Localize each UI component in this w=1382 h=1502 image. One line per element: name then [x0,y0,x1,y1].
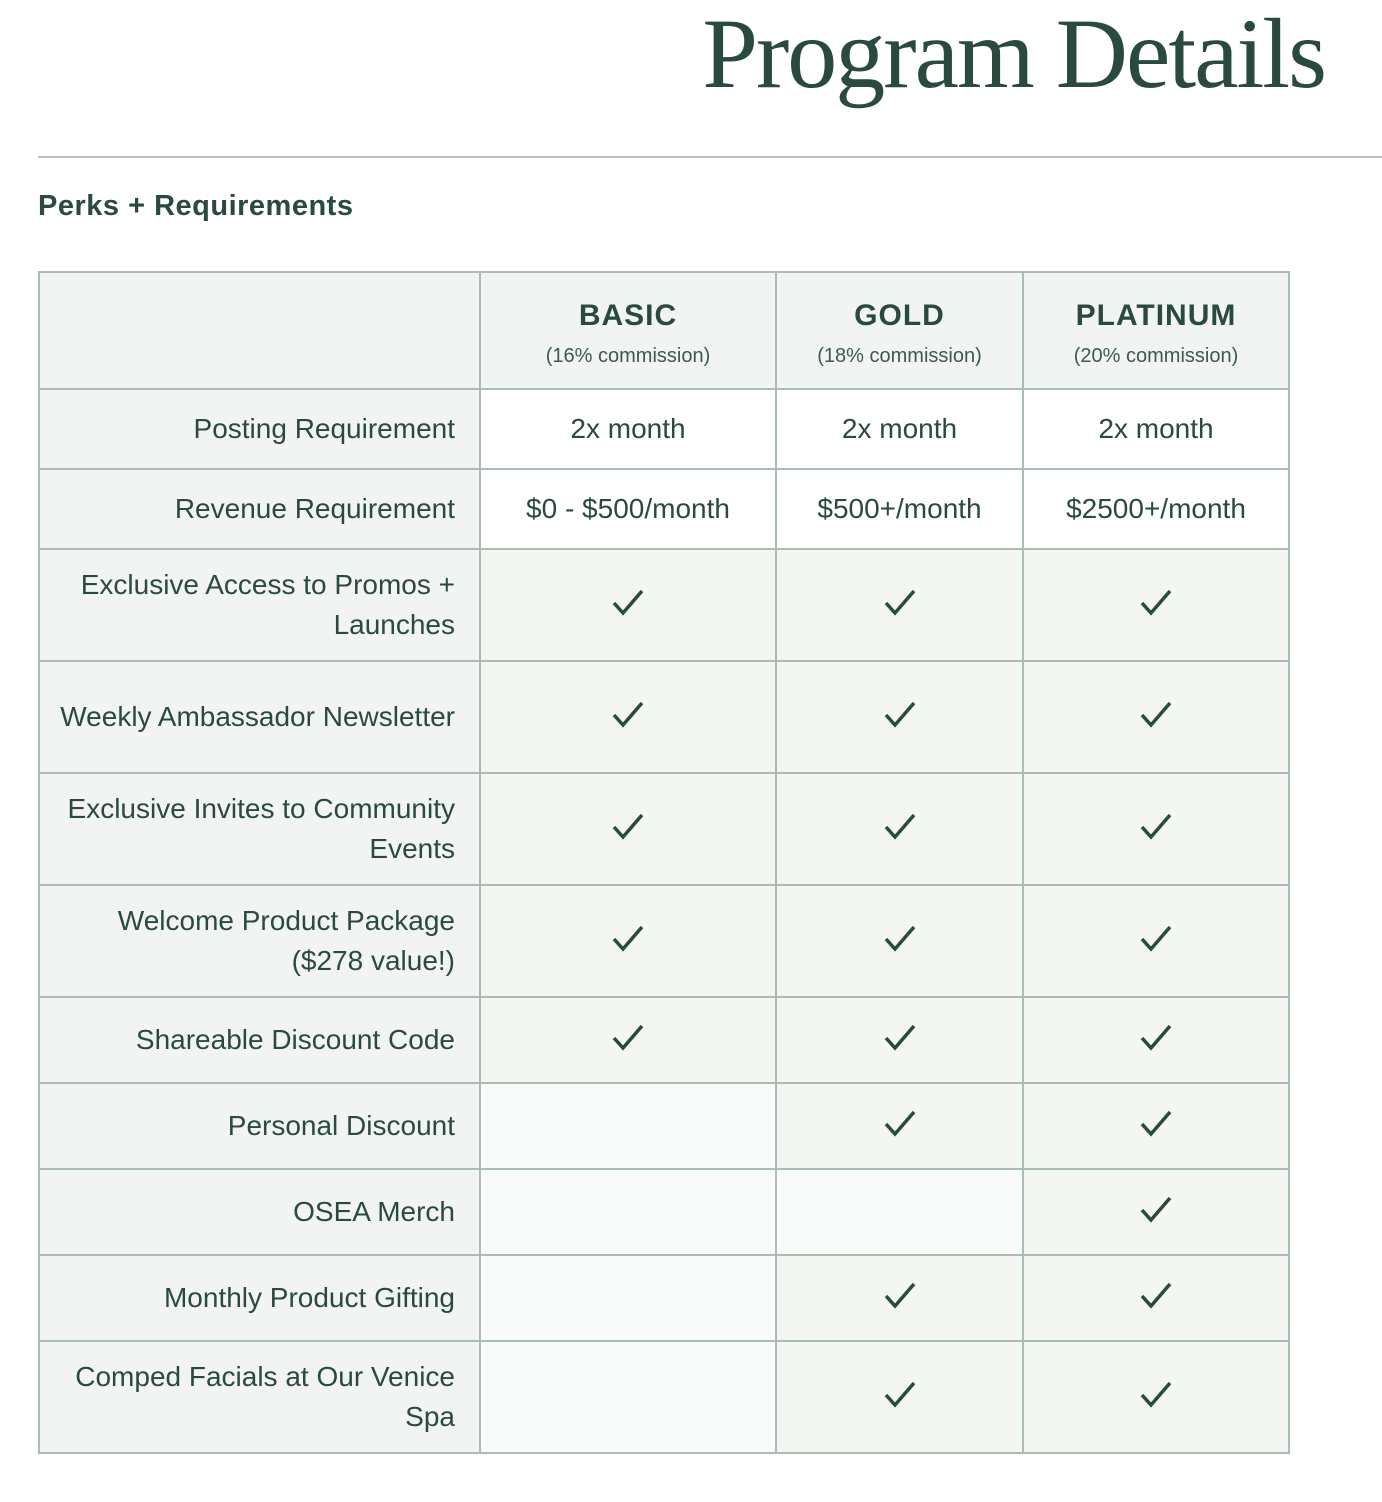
included-cell [480,661,776,773]
included-cell [1023,885,1289,997]
check-icon [883,1109,917,1139]
not-included-cell [480,1255,776,1341]
tier-gold [776,272,1023,389]
check-icon [611,812,645,842]
table-row [39,1169,1289,1255]
check-icon [1139,1380,1173,1410]
row-label: Comped Facials at Our Venice Spa [39,1341,480,1453]
check-icon [883,924,917,954]
table-row [39,773,1289,885]
tier-commission: (18% commission) [817,345,982,367]
included-cell [776,997,1023,1083]
included-cell [480,885,776,997]
row-value: $2500+/month [1023,469,1289,549]
not-included-cell [480,1169,776,1255]
check-icon [1139,588,1173,618]
included-cell [1023,1255,1289,1341]
row-value: 2x month [776,389,1023,469]
included-cell [1023,1341,1289,1453]
not-included-cell [480,1341,776,1453]
section-heading: Perks + Requirements [38,190,354,222]
not-included-cell [480,1083,776,1169]
included-cell [776,885,1023,997]
perks-table [38,271,1290,1454]
row-label: Exclusive Invites to Community Events [39,773,480,885]
corner-cell [39,272,480,389]
check-icon [1139,1195,1173,1225]
row-value: $0 - $500/month [480,469,776,549]
included-cell [1023,1083,1289,1169]
included-cell [776,1255,1023,1341]
divider [38,156,1382,158]
check-icon [883,1380,917,1410]
tier-commission: (16% commission) [545,345,711,367]
tier-name: BASIC [578,299,678,332]
table-row [39,1341,1289,1453]
included-cell [776,1341,1023,1453]
check-icon [883,588,917,618]
tier-commission: (20% commission) [1073,345,1239,367]
row-label: Revenue Requirement [39,469,480,549]
row-label: Exclusive Access to Promos + Launches [39,549,480,661]
check-icon [883,700,917,730]
tier-name: PLATINUM [1075,299,1237,332]
row-label: Shareable Discount Code [39,997,480,1083]
included-cell [1023,773,1289,885]
check-icon [883,1023,917,1053]
check-icon [1139,924,1173,954]
check-icon [1139,1109,1173,1139]
row-label: Weekly Ambassador Newsletter [39,661,480,773]
included-cell [776,1083,1023,1169]
table-row [39,997,1289,1083]
check-icon [883,1281,917,1311]
row-value: 2x month [480,389,776,469]
included-cell [480,997,776,1083]
included-cell [776,549,1023,661]
table-row [39,661,1289,773]
included-cell [776,773,1023,885]
header-row [39,272,1289,389]
check-icon [1139,700,1173,730]
tier-name: GOLD [854,299,945,332]
page-title: Program Details [702,0,1325,109]
included-cell [1023,1169,1289,1255]
check-icon [1139,812,1173,842]
row-label: OSEA Merch [39,1169,480,1255]
not-included-cell [776,1169,1023,1255]
table-row [39,469,1289,549]
row-label: Personal Discount [39,1083,480,1169]
check-icon [611,700,645,730]
included-cell [1023,997,1289,1083]
check-icon [611,924,645,954]
included-cell [1023,549,1289,661]
check-icon [1139,1023,1173,1053]
row-value: 2x month [1023,389,1289,469]
included-cell [776,661,1023,773]
row-label: Monthly Product Gifting [39,1255,480,1341]
table-row [39,885,1289,997]
check-icon [883,812,917,842]
table-row [39,1083,1289,1169]
included-cell [1023,661,1289,773]
check-icon [1139,1281,1173,1311]
tier-basic [480,272,776,389]
check-icon [611,588,645,618]
row-label: Welcome Product Package ($278 value!) [39,885,480,997]
included-cell [480,549,776,661]
table-row [39,389,1289,469]
table-row [39,1255,1289,1341]
row-label: Posting Requirement [39,389,480,469]
row-value: $500+/month [776,469,1023,549]
included-cell [480,773,776,885]
table-row [39,549,1289,661]
tier-platinum [1023,272,1289,389]
check-icon [611,1023,645,1053]
